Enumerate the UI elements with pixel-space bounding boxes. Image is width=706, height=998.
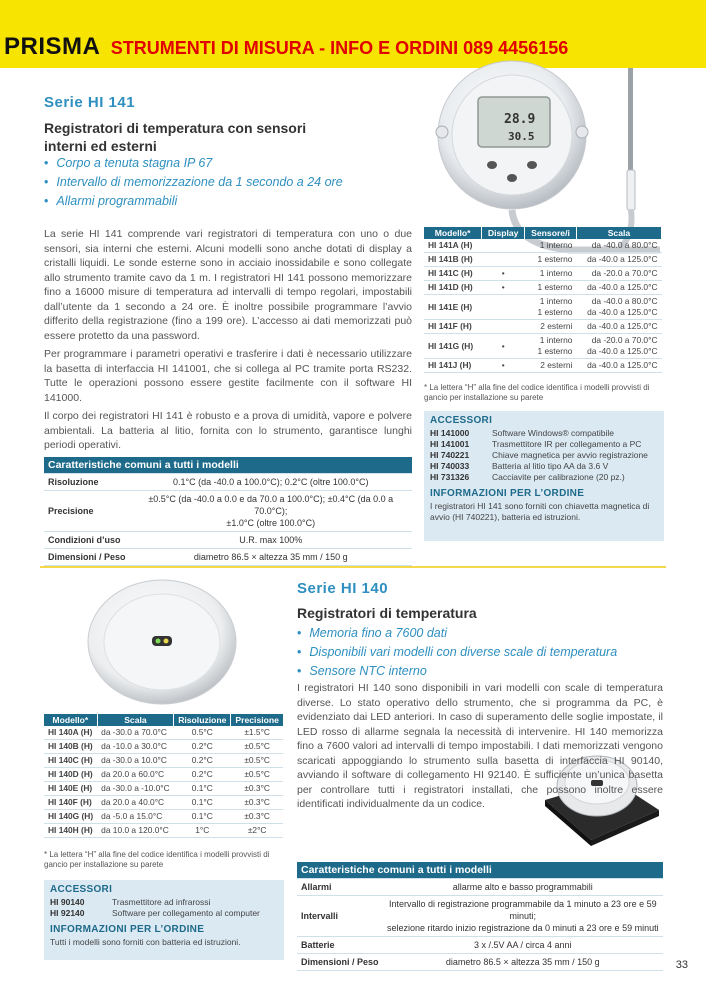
- resolution-cell: 0.2°C: [174, 740, 231, 754]
- model-cell: HI 141J (H): [424, 359, 482, 373]
- feature-value: [383, 879, 663, 896]
- hi141-accessories-box: [424, 411, 664, 541]
- feature-label: Precisione: [44, 491, 130, 532]
- cell-line: da -20.0 a 70.0°C: [591, 335, 658, 345]
- display-reading-2: 30.5: [508, 130, 535, 143]
- table-row: [44, 810, 283, 824]
- table-row: [424, 267, 662, 281]
- hi141-table-body: [424, 239, 662, 373]
- cell-line: U.R. max 100%: [239, 535, 303, 545]
- accessory-code: HI 90140: [50, 897, 85, 907]
- order-info-title: INFORMAZIONI PER L’ORDINE: [430, 488, 585, 499]
- accessory-row: [430, 450, 652, 461]
- resolution-cell: 0.5°C: [174, 726, 231, 740]
- accessory-row: [50, 897, 264, 908]
- cell-line: da -40.0 a 125.0°C: [587, 360, 658, 370]
- feature-row: [297, 954, 663, 971]
- resolution-cell: 0.2°C: [174, 768, 231, 782]
- model-cell: HI 141A (H): [424, 239, 482, 253]
- hi140-subtitle: Registratori di temperatura: [297, 605, 477, 621]
- table-row: [44, 796, 283, 810]
- hi141-models-table: [424, 227, 662, 373]
- column-header: Scala: [97, 714, 174, 726]
- cell-line: 1 interno: [539, 240, 573, 250]
- feature-row: [297, 896, 663, 937]
- table-row: [44, 726, 283, 740]
- cell-line: ±1.0°C (oltre 100.0°C): [226, 518, 316, 528]
- cell-line: 1 interno: [539, 296, 573, 306]
- display-cell: [482, 239, 525, 253]
- accessory-code: HI 141001: [430, 439, 470, 449]
- table-row: [424, 239, 662, 253]
- column-header: Modello*: [44, 714, 97, 726]
- feature-row: [297, 879, 663, 896]
- accessory-desc: Chiave magnetica per avvio registrazione: [492, 450, 648, 460]
- cell-line: da -40.0 a 125.0°C: [587, 282, 658, 292]
- scale-cell: [576, 239, 661, 253]
- common-features-title: Caratteristiche comuni a tutti i modelli: [297, 862, 663, 879]
- accessory-row: [430, 472, 652, 483]
- scale-cell: da 20.0 a 60.0°C: [97, 768, 174, 782]
- accessory-code: HI 740221: [430, 450, 470, 460]
- hi141-common-features: [44, 457, 412, 566]
- hi140-product-image: [82, 574, 252, 714]
- scale-cell: da -30.0 a 10.0°C: [97, 754, 174, 768]
- paragraph: La serie HI 141 comprende vari registratori di temperatura con uno o due sensori, sia interni che esterni. Alcuni modelli sono anche dotati di display a cristalli liquidi. Le sonde esterne sono in acciaio inossidabile e sono collegate allo strumento tramite cavo da 1 m. I registratori HI 141 possono memorizzare fino a 16000 misure di temperatura ad intervalli di tempo regolari, impostabili dall’utente da 1 secondo a 24 ore. È inoltre possibile programmare l’avvio differito della registrazione (fino a 199 ore). L’accesso ai dati memorizzati può essere protetto da una password.: [44, 228, 412, 342]
- sensor-cell: [525, 253, 577, 267]
- hi141-features: [44, 154, 343, 211]
- cell-line: da -40.0 a 125.0°C: [587, 321, 658, 331]
- page-number: 33: [675, 959, 688, 971]
- scale-cell: [576, 359, 661, 373]
- feature-item: • Disponibili vari modelli con diverse scale di temperatura: [297, 643, 617, 662]
- feature-item: • Allarmi programmabili: [44, 192, 343, 211]
- display-cell: [482, 253, 525, 267]
- table-row: [44, 768, 283, 782]
- hi140-table-body: [44, 726, 283, 838]
- scale-cell: [576, 267, 661, 281]
- column-header: Scala: [576, 227, 661, 239]
- cell-line: 1 esterno: [537, 254, 573, 264]
- feature-value: [383, 954, 663, 971]
- feature-item: • Sensore NTC interno: [297, 662, 617, 681]
- scale-cell: [576, 253, 661, 267]
- feature-value: [130, 549, 412, 566]
- order-info-text: I registratori HI 141 sono forniti con chiavetta magnetica di avvio (HI 740221), batteria ed istruzioni.: [430, 501, 650, 522]
- cell-line: diametro 86.5 × altezza 35 mm / 150 g: [445, 957, 600, 967]
- precision-cell: ±1.5°C: [231, 726, 283, 740]
- sensor-cell: [525, 267, 577, 281]
- hi140-table-note: * La lettera “H” alla fine del codice identifica i modelli provvisti di gancio per installazione su parete: [44, 850, 270, 869]
- cell-line: Intervallo di registrazione programmabile da 1 minuto a 23 ore e 59 minuti;: [388, 899, 657, 921]
- column-header: Display: [482, 227, 525, 239]
- table-row: [424, 320, 662, 334]
- banner-tagline: STRUMENTI DI MISURA - INFO E ORDINI 089 4456156: [110, 38, 569, 58]
- feature-label: Intervalli: [297, 896, 383, 937]
- hi140-description: [297, 681, 663, 816]
- feature-value: [130, 491, 412, 532]
- cell-line: da -20.0 a 70.0°C: [591, 268, 658, 278]
- cell-line: 2 esterni: [540, 360, 573, 370]
- display-cell: [482, 320, 525, 334]
- scale-cell: [576, 281, 661, 295]
- accessories-title: ACCESSORI: [430, 415, 493, 426]
- accessory-desc: Trasmettitore IR per collegamento a PC: [492, 439, 642, 449]
- cell-line: 0.1°C (da -40.0 a 100.0°C); 0.2°C (oltre 100.0°C): [173, 477, 369, 487]
- sensor-cell: [525, 320, 577, 334]
- feature-row: [44, 532, 412, 549]
- display-cell: •: [482, 267, 525, 281]
- cell-line: 2 esterni: [540, 321, 573, 331]
- precision-cell: ±2°C: [231, 824, 283, 838]
- table-row: [44, 740, 283, 754]
- precision-cell: ±0.5°C: [231, 754, 283, 768]
- accessory-row: [430, 428, 652, 439]
- feature-value: [383, 937, 663, 954]
- feature-value: [130, 474, 412, 491]
- accessory-row: [430, 439, 652, 450]
- model-cell: HI 140F (H): [44, 796, 97, 810]
- feature-label: Condizioni d’uso: [44, 532, 130, 549]
- accessory-code: HI 740033: [430, 461, 470, 471]
- cell-line: selezione ritardo inizio registrazione da 0 minuti a 23 ore e 59 minuti: [386, 923, 659, 933]
- brand-name: PRISMA: [4, 33, 101, 60]
- hi141-subtitle: [44, 119, 306, 155]
- feature-row: [44, 491, 412, 532]
- header-banner: [0, 0, 706, 68]
- paragraph: Per programmare i parametri operativi e trasferire i dati è necessario utilizzare la basetta di interfaccia HI 141001, che si collega al PC tramite porta RS232. Tutte le operazioni possono essere gestite facilmente con il software HI 141000.: [44, 348, 412, 404]
- table-row: [424, 295, 662, 320]
- model-cell: HI 140C (H): [44, 754, 97, 768]
- feature-row: [44, 474, 412, 491]
- feature-label: Allarmi: [297, 879, 383, 896]
- hi140-common-features: [297, 862, 663, 971]
- scale-cell: [576, 295, 661, 320]
- model-cell: HI 141E (H): [424, 295, 482, 320]
- feature-item: • Intervallo di memorizzazione da 1 secondo a 24 ore: [44, 173, 343, 192]
- display-cell: •: [482, 359, 525, 373]
- cell-line: 1 interno: [539, 335, 573, 345]
- cell-line: diametro 86.5 × altezza 35 mm / 150 g: [193, 552, 348, 562]
- cell-line: 1 esterno: [537, 307, 573, 317]
- model-cell: HI 140G (H): [44, 810, 97, 824]
- hi141-description: [44, 227, 412, 457]
- accessory-row: [430, 461, 652, 472]
- hi141-subtitle-line-2: interni ed esterni: [44, 138, 157, 154]
- accessory-code: HI 731326: [430, 472, 470, 482]
- model-cell: HI 141D (H): [424, 281, 482, 295]
- sensor-cell: [525, 359, 577, 373]
- model-cell: HI 140H (H): [44, 824, 97, 838]
- feature-item: • Corpo a tenuta stagna IP 67: [44, 154, 343, 173]
- model-cell: HI 141B (H): [424, 253, 482, 267]
- scale-cell: [576, 334, 661, 359]
- hi141-title: Serie HI 141: [44, 94, 136, 111]
- feature-item: • Memoria fino a 7600 dati: [297, 624, 617, 643]
- hi141-product-image: [420, 60, 660, 255]
- precision-cell: ±0.5°C: [231, 768, 283, 782]
- scale-cell: da -5.0 a 15.0°C: [97, 810, 174, 824]
- model-cell: HI 140D (H): [44, 768, 97, 782]
- feature-label: Dimensioni / Peso: [44, 549, 130, 566]
- scale-cell: da 20.0 a 40.0°C: [97, 796, 174, 810]
- column-header: Modello*: [424, 227, 482, 239]
- column-header: Risoluzione: [174, 714, 231, 726]
- accessory-row: [50, 908, 264, 919]
- accessory-code: HI 141000: [430, 428, 470, 438]
- cell-line: 1 esterno: [537, 346, 573, 356]
- table-row: [424, 253, 662, 267]
- hi140-models-table: [44, 714, 284, 838]
- cell-line: da -40.0 a 80.0°C: [591, 240, 658, 250]
- hi141-accessories-list: [430, 428, 652, 483]
- resolution-cell: 0.2°C: [174, 754, 231, 768]
- hi140-accessories-list: [50, 897, 264, 919]
- scale-cell: da -30.0 a -10.0°C: [97, 782, 174, 796]
- cell-line: 1 interno: [539, 268, 573, 278]
- scale-cell: da -10.0 a 30.0°C: [97, 740, 174, 754]
- model-cell: HI 141G (H): [424, 334, 482, 359]
- model-cell: HI 140A (H): [44, 726, 97, 740]
- cell-line: da -40.0 a 80.0°C: [591, 296, 658, 306]
- table-row: [424, 359, 662, 373]
- paragraph: Il corpo dei registratori HI 141 è robusto e a prova di umidità, vapore e polvere ambientali. La batteria al litio, fornita con lo strumento, garantisce lunghi periodi operativi.: [44, 410, 412, 451]
- display-cell: [482, 295, 525, 320]
- display-cell: •: [482, 334, 525, 359]
- hi140-title: Serie HI 140: [297, 580, 389, 597]
- sensor-cell: [525, 334, 577, 359]
- cell-line: 1 esterno: [537, 282, 573, 292]
- accessory-desc: Cacciavite per calibrazione (20 pz.): [492, 472, 625, 482]
- table-row: [44, 782, 283, 796]
- scale-cell: [576, 320, 661, 334]
- scale-cell: da 10.0 a 120.0°C: [97, 824, 174, 838]
- hi141-subtitle-line-1: Registratori di temperatura con sensori: [44, 120, 307, 136]
- feature-value: [130, 532, 412, 549]
- precision-cell: ±0.3°C: [231, 782, 283, 796]
- accessory-desc: Trasmettitore ad infrarossi: [112, 897, 211, 907]
- table-row: [44, 754, 283, 768]
- column-header: Sensore/i: [525, 227, 577, 239]
- scale-cell: da -30.0 a 70.0°C: [97, 726, 174, 740]
- accessories-title: ACCESSORI: [50, 884, 113, 895]
- order-info-text: Tutti i modelli sono forniti con batteria ed istruzioni.: [50, 937, 241, 947]
- precision-cell: ±0.5°C: [231, 740, 283, 754]
- sensor-cell: [525, 239, 577, 253]
- sensor-cell: [525, 281, 577, 295]
- common-features-title: Caratteristiche comuni a tutti i modelli: [44, 457, 412, 474]
- resolution-cell: 1°C: [174, 824, 231, 838]
- table-row: [424, 281, 662, 295]
- cell-line: da -40.0 a 125.0°C: [587, 307, 658, 317]
- resolution-cell: 0.1°C: [174, 782, 231, 796]
- display-reading-1: 28.9: [504, 112, 536, 127]
- hi140-accessories-box: [44, 880, 284, 960]
- precision-cell: ±0.3°C: [231, 796, 283, 810]
- cell-line: da -40.0 a 125.0°C: [587, 254, 658, 264]
- model-cell: HI 141C (H): [424, 267, 482, 281]
- table-row: [424, 334, 662, 359]
- accessory-desc: Software per collegamento al computer: [112, 908, 260, 918]
- table-row: [44, 824, 283, 838]
- hi141-table-note: * La lettera “H” alla fine del codice identifica i modelli provvisti di gancio per installazione su parete: [424, 383, 650, 402]
- feature-row: [297, 937, 663, 954]
- feature-label: Batterie: [297, 937, 383, 954]
- accessory-code: HI 92140: [50, 908, 85, 918]
- model-cell: HI 141F (H): [424, 320, 482, 334]
- precision-cell: ±0.3°C: [231, 810, 283, 824]
- accessory-desc: Software Windows® compatibile: [492, 428, 615, 438]
- cell-line: 3 x /.5V AA / circa 4 anni: [473, 940, 572, 950]
- column-header: Precisione: [231, 714, 283, 726]
- feature-label: Dimensioni / Peso: [297, 954, 383, 971]
- sensor-cell: [525, 295, 577, 320]
- display-cell: •: [482, 281, 525, 295]
- feature-label: Risoluzione: [44, 474, 130, 491]
- cell-line: allarme alto e basso programmabili: [452, 882, 593, 892]
- order-info-title: INFORMAZIONI PER L’ORDINE: [50, 924, 205, 935]
- feature-row: [44, 549, 412, 566]
- model-cell: HI 140B (H): [44, 740, 97, 754]
- paragraph: I registratori HI 140 sono disponibili in vari modelli con scale di temperatura diverse. Lo stato operativo dello strumento, che si programma da PC, è evidenziato dai LED anteriori. In caso di superamento delle soglie impostate, il LED rosso di allarme segnala la necessità di intervenire. HI 140 memorizza fino a 7600 valori ad intervalli di tempo impostabili. I dati memorizzati vengono scaricati appoggiando lo strumento sulla basetta di interfaccia HI 90140, avviando il software di collegamento HI 92140. È sufficiente un’unica basetta per controllare tutti i registratori installati, che possono inoltre essere identificati individualmente da un codice.: [297, 682, 663, 810]
- resolution-cell: 0.1°C: [174, 796, 231, 810]
- section-divider: [40, 566, 666, 568]
- cell-line: ±0.5°C (da -40.0 a 0.0 e da 70.0 a 100.0°C); ±0.4°C (da 0.0 a 70.0°C);: [148, 494, 394, 516]
- feature-value: [383, 896, 663, 937]
- hi140-features: [297, 624, 617, 681]
- resolution-cell: 0.1°C: [174, 810, 231, 824]
- cell-line: da -40.0 a 125.0°C: [587, 346, 658, 356]
- model-cell: HI 140E (H): [44, 782, 97, 796]
- accessory-desc: Batteria al litio tipo AA da 3.6 V: [492, 461, 609, 471]
